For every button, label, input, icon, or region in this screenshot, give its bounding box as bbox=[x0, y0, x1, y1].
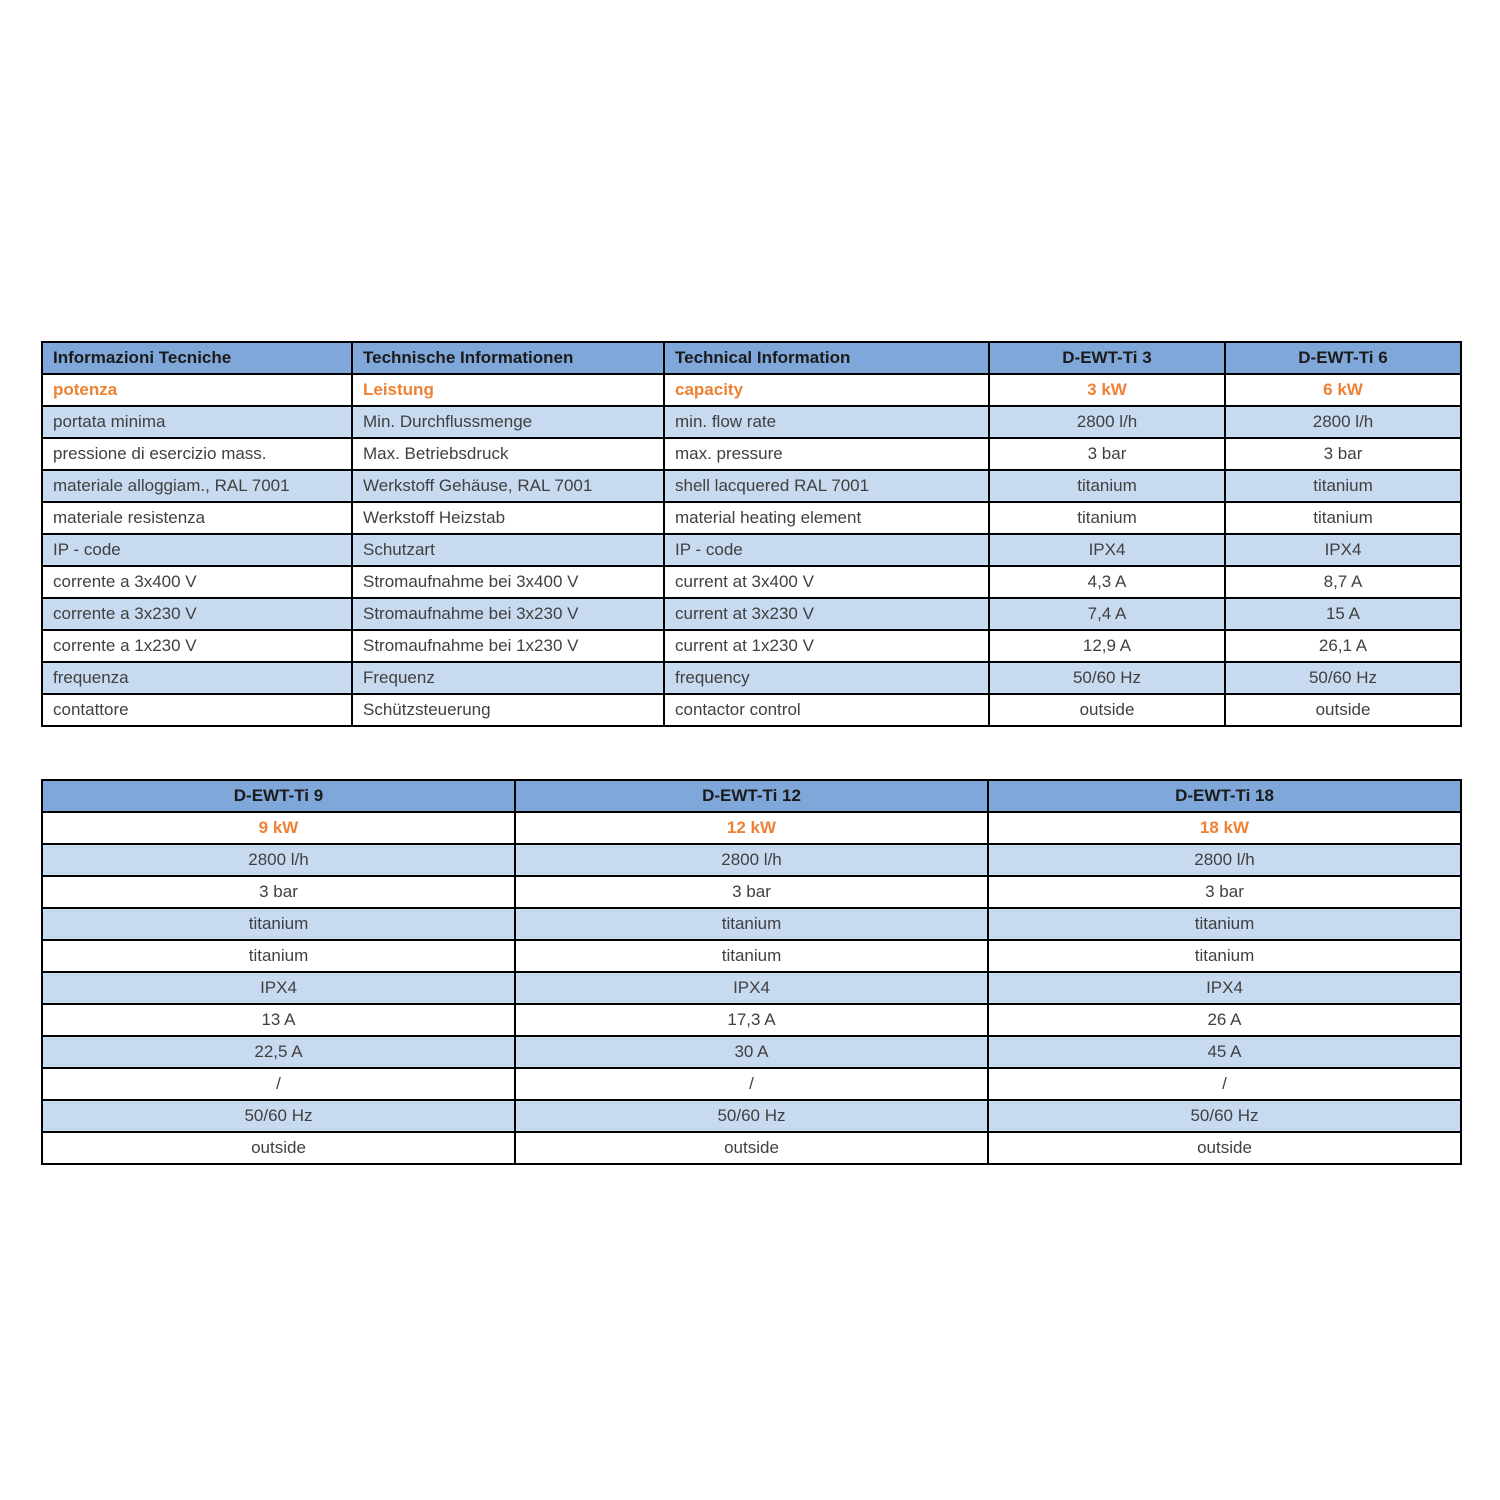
table-cell: Min. Durchflussmenge bbox=[352, 406, 664, 438]
table-cell: titanium bbox=[988, 940, 1461, 972]
table-cell: shell lacquered RAL 7001 bbox=[664, 470, 989, 502]
table-cell: material heating element bbox=[664, 502, 989, 534]
table-cell: outside bbox=[988, 1132, 1461, 1164]
table-cell: Schutzart bbox=[352, 534, 664, 566]
table-row bbox=[42, 502, 1461, 534]
table-cell: IP - code bbox=[664, 534, 989, 566]
table-cell: 12 kW bbox=[515, 812, 988, 844]
table-cell: 3 bar bbox=[515, 876, 988, 908]
table-cell: materiale resistenza bbox=[42, 502, 352, 534]
table-cell: corrente a 3x230 V bbox=[42, 598, 352, 630]
table-cell: IPX4 bbox=[988, 972, 1461, 1004]
table-cell: frequenza bbox=[42, 662, 352, 694]
technical-info-table-models-3-6 bbox=[41, 341, 1462, 727]
table-cell: / bbox=[988, 1068, 1461, 1100]
table-cell: contactor control bbox=[664, 694, 989, 726]
table-cell: 50/60 Hz bbox=[989, 662, 1225, 694]
table-row bbox=[42, 566, 1461, 598]
table-cell: current at 3x400 V bbox=[664, 566, 989, 598]
table-cell: Stromaufnahme bei 3x230 V bbox=[352, 598, 664, 630]
technical-info-table-models-9-12-18 bbox=[41, 779, 1462, 1165]
table-cell: 2800 l/h bbox=[989, 406, 1225, 438]
table-cell: titanium bbox=[515, 908, 988, 940]
table-cell: frequency bbox=[664, 662, 989, 694]
table-cell: 9 kW bbox=[42, 812, 515, 844]
table-cell: outside bbox=[515, 1132, 988, 1164]
table-row bbox=[42, 694, 1461, 726]
table-cell: 3 bar bbox=[988, 876, 1461, 908]
column-header: Technical Information bbox=[664, 342, 989, 374]
table-cell: min. flow rate bbox=[664, 406, 989, 438]
table-cell: titanium bbox=[1225, 470, 1461, 502]
table-cell: 50/60 Hz bbox=[42, 1100, 515, 1132]
table-cell: Schützsteuerung bbox=[352, 694, 664, 726]
table-cell: 50/60 Hz bbox=[1225, 662, 1461, 694]
table-cell: current at 1x230 V bbox=[664, 630, 989, 662]
table-cell: 26 A bbox=[988, 1004, 1461, 1036]
table-cell: 3 bar bbox=[1225, 438, 1461, 470]
table-cell: 2800 l/h bbox=[1225, 406, 1461, 438]
table-cell: 4,3 A bbox=[989, 566, 1225, 598]
table-cell: 3 bar bbox=[42, 876, 515, 908]
column-header: D-EWT-Ti 3 bbox=[989, 342, 1225, 374]
table-cell: 2800 l/h bbox=[515, 844, 988, 876]
table-cell: 26,1 A bbox=[1225, 630, 1461, 662]
table-cell: Stromaufnahme bei 1x230 V bbox=[352, 630, 664, 662]
column-header: Informazioni Tecniche bbox=[42, 342, 352, 374]
table-row bbox=[42, 1004, 1461, 1036]
table-cell: titanium bbox=[989, 470, 1225, 502]
table-cell: 13 A bbox=[42, 1004, 515, 1036]
table-row bbox=[42, 598, 1461, 630]
table-cell: 6 kW bbox=[1225, 374, 1461, 406]
table-row bbox=[42, 438, 1461, 470]
table-cell: Max. Betriebsdruck bbox=[352, 438, 664, 470]
table-cell: Werkstoff Heizstab bbox=[352, 502, 664, 534]
table-row bbox=[42, 972, 1461, 1004]
table-cell: / bbox=[42, 1068, 515, 1100]
table-cell: titanium bbox=[42, 908, 515, 940]
table-cell: Leistung bbox=[352, 374, 664, 406]
table-row bbox=[42, 1036, 1461, 1068]
table-cell: IP - code bbox=[42, 534, 352, 566]
table-row bbox=[42, 876, 1461, 908]
table-cell: 50/60 Hz bbox=[988, 1100, 1461, 1132]
table-cell: Stromaufnahme bei 3x400 V bbox=[352, 566, 664, 598]
table-cell: 18 kW bbox=[988, 812, 1461, 844]
table-cell: IPX4 bbox=[515, 972, 988, 1004]
table-cell: Frequenz bbox=[352, 662, 664, 694]
table-cell: capacity bbox=[664, 374, 989, 406]
table-cell: 2800 l/h bbox=[988, 844, 1461, 876]
table-row bbox=[42, 1100, 1461, 1132]
table-cell: Werkstoff Gehäuse, RAL 7001 bbox=[352, 470, 664, 502]
table-row bbox=[42, 1068, 1461, 1100]
header-row bbox=[42, 342, 1461, 374]
table-cell: titanium bbox=[515, 940, 988, 972]
table-row bbox=[42, 940, 1461, 972]
table-row bbox=[42, 374, 1461, 406]
table-cell: titanium bbox=[42, 940, 515, 972]
table-cell: IPX4 bbox=[1225, 534, 1461, 566]
table-cell: 30 A bbox=[515, 1036, 988, 1068]
table-cell: corrente a 3x400 V bbox=[42, 566, 352, 598]
table-cell: 3 kW bbox=[989, 374, 1225, 406]
table-cell: 45 A bbox=[988, 1036, 1461, 1068]
table-row bbox=[42, 908, 1461, 940]
table-cell: 2800 l/h bbox=[42, 844, 515, 876]
table-cell: titanium bbox=[989, 502, 1225, 534]
table-cell: IPX4 bbox=[989, 534, 1225, 566]
table-row bbox=[42, 662, 1461, 694]
table-cell: titanium bbox=[988, 908, 1461, 940]
table-cell: 22,5 A bbox=[42, 1036, 515, 1068]
column-header: Technische Informationen bbox=[352, 342, 664, 374]
header-row bbox=[42, 780, 1461, 812]
table-cell: max. pressure bbox=[664, 438, 989, 470]
table-cell: current at 3x230 V bbox=[664, 598, 989, 630]
table-row bbox=[42, 812, 1461, 844]
table-row bbox=[42, 844, 1461, 876]
column-header: D-EWT-Ti 18 bbox=[988, 780, 1461, 812]
column-header: D-EWT-Ti 9 bbox=[42, 780, 515, 812]
table-cell: 15 A bbox=[1225, 598, 1461, 630]
table-cell: outside bbox=[1225, 694, 1461, 726]
table-row bbox=[42, 1132, 1461, 1164]
table-cell: outside bbox=[989, 694, 1225, 726]
table-row bbox=[42, 534, 1461, 566]
column-header: D-EWT-Ti 6 bbox=[1225, 342, 1461, 374]
table-row bbox=[42, 470, 1461, 502]
table-row bbox=[42, 406, 1461, 438]
table-cell: titanium bbox=[1225, 502, 1461, 534]
table-cell: potenza bbox=[42, 374, 352, 406]
table-cell: 50/60 Hz bbox=[515, 1100, 988, 1132]
table-cell: pressione di esercizio mass. bbox=[42, 438, 352, 470]
table-cell: portata minima bbox=[42, 406, 352, 438]
table-cell: 17,3 A bbox=[515, 1004, 988, 1036]
table-cell: 3 bar bbox=[989, 438, 1225, 470]
table-cell: IPX4 bbox=[42, 972, 515, 1004]
table-cell: 8,7 A bbox=[1225, 566, 1461, 598]
table-cell: materiale alloggiam., RAL 7001 bbox=[42, 470, 352, 502]
table-row bbox=[42, 630, 1461, 662]
table-cell: corrente a 1x230 V bbox=[42, 630, 352, 662]
table-cell: contattore bbox=[42, 694, 352, 726]
table-cell: / bbox=[515, 1068, 988, 1100]
table-cell: 7,4 A bbox=[989, 598, 1225, 630]
table-cell: outside bbox=[42, 1132, 515, 1164]
table-cell: 12,9 A bbox=[989, 630, 1225, 662]
column-header: D-EWT-Ti 12 bbox=[515, 780, 988, 812]
